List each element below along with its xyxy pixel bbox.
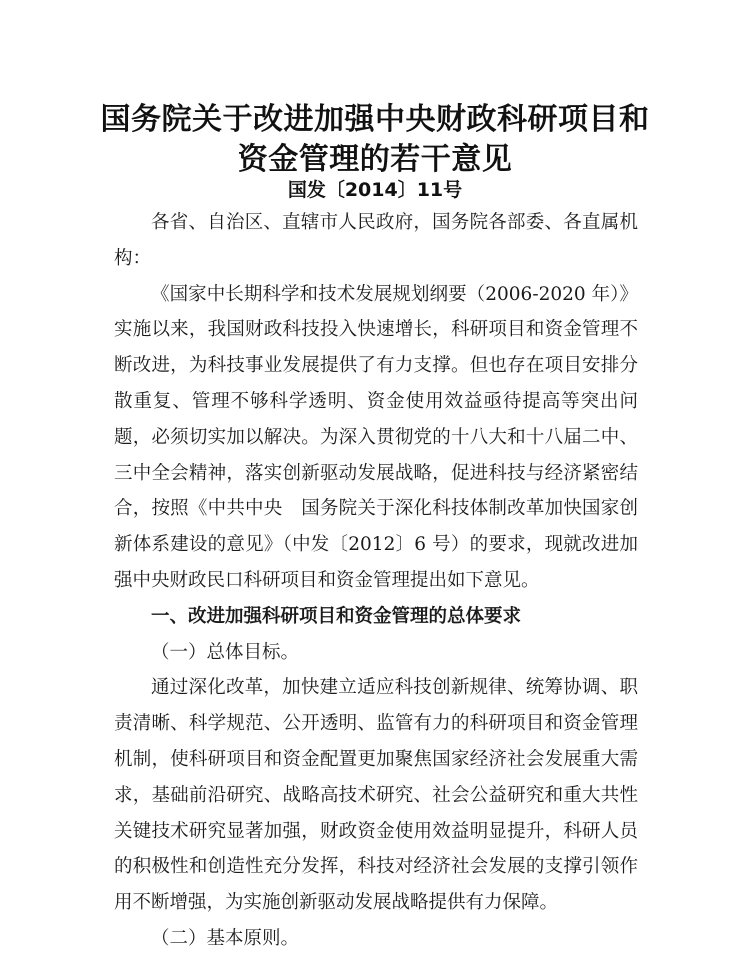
subsection-1-heading: （一）总体目标。 xyxy=(151,641,300,663)
document-title-line-1: 国务院关于改进加强中央财政科研项目和 xyxy=(100,102,650,137)
goal-paragraph: 通过深化改革，加快建立适应科技创新规律、统筹协调、职责清晰、科学规范、公开透明、监管有力的科研项目和资金管理机制，使科研项目和资金配置更加聚焦国家经济社会发展重大需求，基础前沿研究、战略高技术研究、社会公益研究和重大共性关键技术研究显著加强，财政资金使用效益明显提升，科研人员的积极性和创造性充分发挥，科技对经济社会发展的支撑引领作用不断增强，为实施创新驱动发展战略提供有力保障。 xyxy=(114,677,638,914)
document-number: 国发〔2014〕11号 xyxy=(287,179,463,201)
document-title-line-2: 资金管理的若干意见 xyxy=(237,142,513,177)
intro-paragraph: 《国家中长期科学和技术发展规划纲要（2006-2020 年）》实施以来，我国财政科技投入快速增长，科研项目和资金管理不断改进，为科技事业发展提供了有力支撑。但也存在项目安排分散重复、管理不够科学透明、资金使用效益亟待提高等突出问题，必须切实加以解决。为深入贯彻党的十八大和十八届二中、三中全会精神，落实创新驱动发展战略，促进科技与经济紧密结合，按照《中共中央 国务院关于深化科技体制改革加快国家创新体系建设的意见》（中发〔2012〕6 号）的要求，现就改进加强中央财政民口科研项目和资金管理提出如下意见。 xyxy=(114,283,638,591)
addressee-paragraph: 各省、自治区、直辖市人民政府，国务院各部委、各直属机构： xyxy=(114,212,638,269)
subsection-2-heading: （二）基本原则。 xyxy=(151,927,300,949)
document-body xyxy=(114,205,638,957)
section-1-heading: 一、改进加强科研项目和资金管理的总体要求 xyxy=(151,605,522,627)
